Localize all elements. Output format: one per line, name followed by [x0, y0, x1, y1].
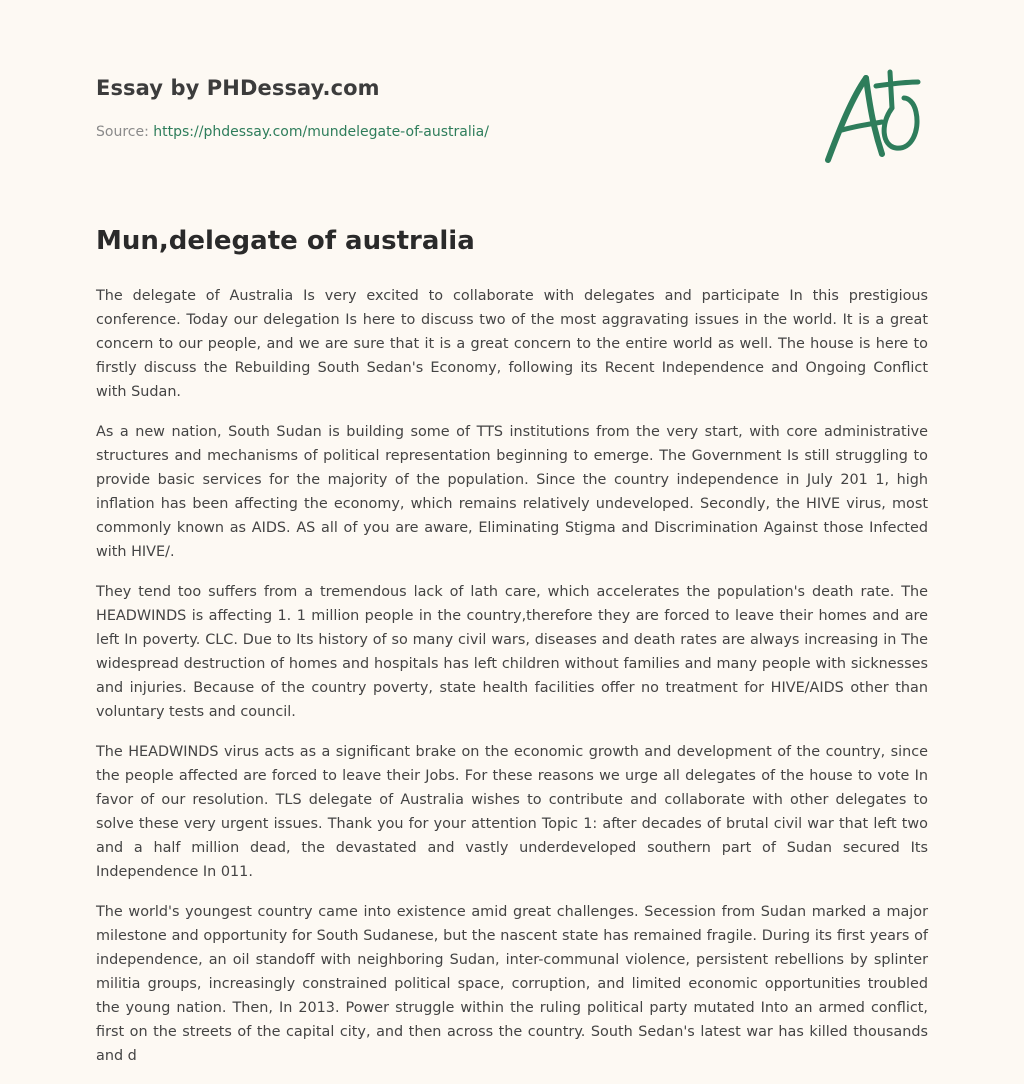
paragraph: The world's youngest country came into existence amid great challenges. Secession from Sudan marked a major milestone and opportunity for South Sudanese, but the nascent state has remained fragile. During its first years of independence, an oil standoff with neighboring Sudan, inter-communal violence, persistent rebellions by splinter militia groups, increasingly constrained political space, corruption, and limited economic opportunities troubled the young nation. Then, In 2013. Power struggle within the ruling political party mutated Into an armed conflict, first on the streets of the capital city, and then across the country. South Sedan's latest war has killed thousands and d — [96, 904, 928, 1064]
source-label: Source: — [96, 124, 154, 140]
paragraph: The HEADWINDS virus acts as a significant brake on the economic growth and development of the country, since the people affected are forced to leave their Jobs. For these reasons we urge all delegates of the house to vote In favor of our resolution. TLS delegate of Australia wishes to contribute and collaborate with other delegates to solve these very urgent issues. Thank you for your attention Topic 1: after decades of brutal civil war that left two and a half million dead, the devastated and vastly underdeveloped southern part of Sudan secured Its Independence In 011. — [96, 744, 928, 880]
paragraph: They tend too suffers from a tremendous lack of lath care, which accelerates the population's death rate. The HEADWINDS is affecting 1. 1 million people in the country,therefore they are forced to leave their homes and are left In poverty. CLC. Due to Its history of so many civil wars, diseases and death rates are always increasing in The widespread destruction of homes and hospitals has left children without families and many people with sicknesses and injuries. Because of the country poverty, state health facilities offer no treatment for HIVE/AIDS other than voluntary tests and council. — [96, 584, 928, 720]
site-title: Essay by PHDessay.com — [96, 76, 380, 100]
paragraph: As a new nation, South Sudan is building some of TTS institutions from the very start, with core administrative structures and mechanisms of political representation beginning to emerge. The Government Is still struggling to provide basic services for the majority of the population. Since the country independence in July 201 1, high inflation has been affecting the economy, which remains relatively undeveloped. Secondly, the HIVE virus, most commonly known as AIDS. AS all of you are aware, Eliminating Stigma and Discrimination Against those Infected with HIVE/. — [96, 424, 928, 560]
paragraph: The delegate of Australia Is very excited to collaborate with delegates and participate In this prestigious conference. Today our delegation Is here to discuss two of the most aggravating issues in the world. It is a great concern to our people, and we are sure that it is a great concern to the entire world as well. The house is here to firstly discuss the Rebuilding South Sedan's Economy, following its Recent Independence and Ongoing Conflict with Sudan. — [96, 288, 928, 400]
essay-body — [96, 284, 928, 1084]
a-plus-grade-icon — [820, 68, 930, 168]
source-link[interactable]: https://phdessay.com/mundelegate-of-australia/ — [153, 124, 489, 140]
essay-title: Mun,delegate of australia — [96, 226, 475, 256]
a-plus-logo-svg — [820, 68, 930, 168]
source-line — [96, 124, 489, 140]
